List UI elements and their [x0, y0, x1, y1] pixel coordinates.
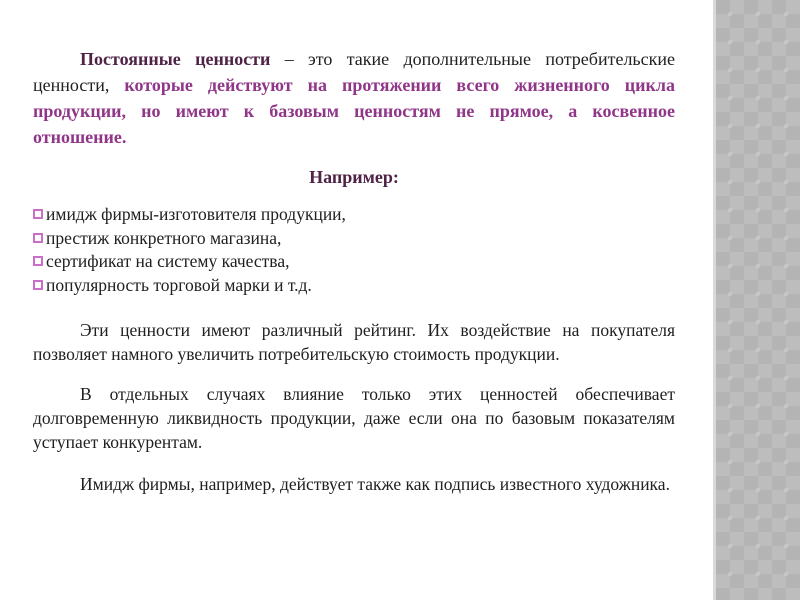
- example-heading: Например:: [309, 167, 399, 187]
- intro-highlight-text: которые действуют на протяжении всего жизненного цикла продукции, но имеют к базовым ценностям не прямое, а косвенное отношение.: [33, 75, 675, 147]
- square-bullet-icon: [33, 233, 43, 243]
- paragraph-firm-image: Имидж фирмы, например, действует также как подпись известного художника.: [80, 474, 670, 494]
- paragraph-rating: Эти ценности имеют различный рейтинг. Их воздействие на покупателя позволяет намного увеличить потребительскую стоимость продукции.: [33, 320, 675, 364]
- diamond-pattern-panel: [713, 0, 800, 600]
- square-bullet-icon: [33, 280, 43, 290]
- intro-term-text: Постоянные ценности: [80, 49, 271, 69]
- list-item: [33, 203, 675, 227]
- bullet-text: престиж конкретного магазина,: [46, 227, 282, 248]
- intro-paragraph: [33, 46, 675, 150]
- intro-plain-text: – это такие дополнительные потребительские ценности,: [33, 49, 675, 95]
- list-item: [33, 227, 675, 251]
- square-bullet-icon: [33, 256, 43, 266]
- square-bullet-icon: [33, 209, 43, 219]
- bullet-text: популярность торговой марки и т.д.: [46, 274, 312, 295]
- list-item: [33, 250, 675, 274]
- paragraph-liquidity: В отдельных случаях влияние только этих ценностей обеспечивает долговременную ликвидность продукции, даже если она по базовым показателям уступает конкурентам.: [33, 384, 675, 452]
- list-item: [33, 274, 675, 298]
- slide-content: [33, 40, 675, 496]
- bullet-text: имидж фирмы-изготовителя продукции,: [46, 204, 346, 224]
- bullet-text: сертификат на систему качества,: [46, 251, 290, 271]
- bullet-list: [33, 203, 675, 297]
